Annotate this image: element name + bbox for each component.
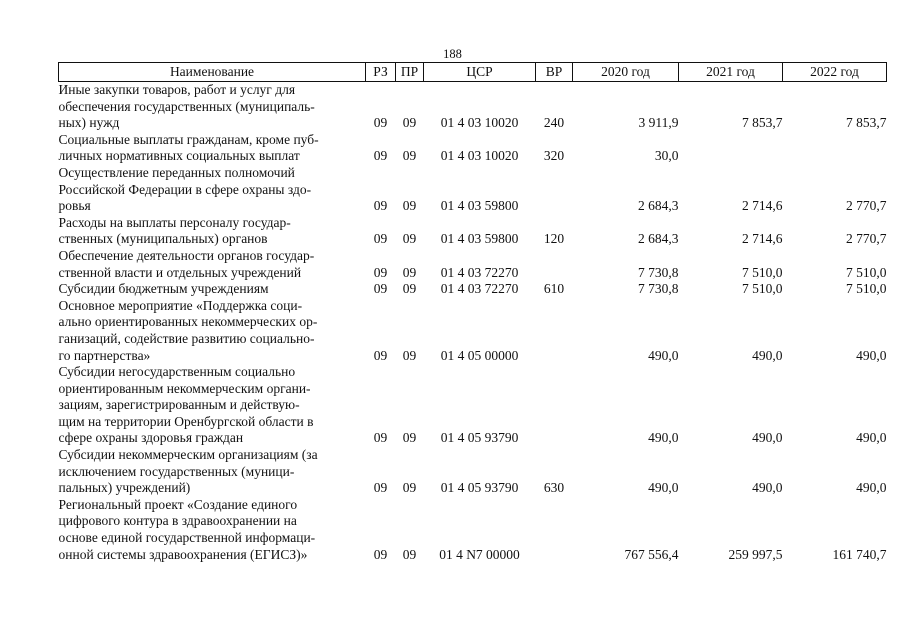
name-line: Субсидии некоммерческим организациям (за [58, 447, 318, 463]
cell-pr: 09 [402, 148, 417, 164]
cell-2020: 2 684,3 [638, 198, 679, 214]
cell-vr [536, 497, 573, 563]
cell-rz: 09 [373, 115, 388, 131]
name-line: ственных (муниципальных) органов [58, 231, 268, 247]
cell-2021: 7 510,0 [742, 264, 783, 280]
cell-pr: 09 [402, 115, 417, 131]
cell-csr: 01 4 03 10020 [440, 115, 519, 131]
cell-name [59, 82, 366, 132]
table-row [59, 364, 887, 447]
cell-csr: 01 4 03 59800 [440, 231, 519, 247]
cell-vr [536, 364, 573, 447]
cell-name [59, 364, 366, 447]
cell-pr: 09 [402, 231, 417, 247]
header-pr: ПР [396, 63, 424, 82]
name-line: Субсидии негосударственным социально [58, 364, 296, 380]
cell-csr: 01 4 N7 00000 [439, 546, 520, 562]
header-csr: ЦСР [424, 63, 536, 82]
name-line: онной системы здравоохранения (ЕГИСЗ)» [58, 546, 308, 562]
cell-2020: 2 684,3 [638, 231, 679, 247]
cell-rz: 09 [373, 347, 388, 363]
name-line: обеспечения государственных (муниципаль- [58, 98, 315, 114]
cell-2022: 7 510,0 [846, 264, 887, 280]
cell-2022: 2 770,7 [846, 231, 887, 247]
cell-2022: 7 853,7 [846, 115, 887, 131]
cell-2020: 30,0 [654, 148, 679, 164]
cell-name [59, 447, 366, 497]
cell-csr: 01 4 05 93790 [440, 430, 519, 446]
cell-2020: 490,0 [648, 480, 679, 496]
table-row [59, 248, 887, 281]
cell-2022: 490,0 [856, 347, 887, 363]
cell-2020: 490,0 [648, 430, 679, 446]
cell-rz: 09 [373, 281, 388, 297]
cell-rz: 09 [373, 546, 388, 562]
name-line: пальных) учреждений) [58, 480, 191, 496]
cell-2021 [679, 132, 783, 165]
cell-name [59, 248, 366, 281]
cell-2021: 2 714,6 [742, 198, 783, 214]
name-line: го партнерства» [58, 347, 151, 363]
name-line: Российской Федерации в сфере охраны здо- [58, 181, 312, 197]
name-line: ориентированным некоммерческим органи- [58, 380, 311, 396]
table-header-row [59, 63, 887, 82]
table-row [59, 165, 887, 215]
name-line: щим на территории Оренбургской области в [58, 413, 314, 429]
cell-2020: 3 911,9 [638, 115, 679, 131]
cell-pr: 09 [402, 347, 417, 363]
cell-vr: 240 [543, 115, 565, 131]
cell-2022: 2 770,7 [846, 198, 887, 214]
cell-2021: 7 853,7 [742, 115, 783, 131]
cell-2022: 490,0 [856, 430, 887, 446]
table-row [59, 281, 887, 298]
name-line: Осуществление переданных полномочий [58, 164, 295, 180]
cell-2021: 2 714,6 [742, 231, 783, 247]
cell-rz: 09 [373, 148, 388, 164]
cell-pr: 09 [402, 198, 417, 214]
table-row [59, 82, 887, 132]
name-line: ровья [58, 198, 91, 214]
cell-pr: 09 [402, 430, 417, 446]
name-line: сфере охраны здоровья граждан [58, 430, 244, 446]
name-line: Основное мероприятие «Поддержка соци- [58, 297, 303, 313]
cell-csr: 01 4 03 10020 [440, 148, 519, 164]
header-2022: 2022 год [783, 63, 887, 82]
cell-vr [536, 248, 573, 281]
table-row [59, 298, 887, 364]
cell-name [59, 497, 366, 563]
budget-table [58, 62, 887, 563]
cell-name [59, 165, 366, 215]
cell-2020: 490,0 [648, 347, 679, 363]
name-line: ганизаций, содействие развитию социально- [58, 330, 315, 346]
name-line: основе единой государственной информаци- [58, 530, 316, 546]
cell-2021: 7 510,0 [742, 281, 783, 297]
cell-csr: 01 4 03 59800 [440, 198, 519, 214]
cell-rz: 09 [373, 198, 388, 214]
cell-rz: 09 [373, 231, 388, 247]
cell-pr: 09 [402, 546, 417, 562]
table-row [59, 132, 887, 165]
cell-name [59, 215, 366, 248]
cell-2022: 7 510,0 [846, 281, 887, 297]
cell-vr: 320 [543, 148, 565, 164]
name-line: Социальные выплаты гражданам, кроме пуб- [58, 131, 319, 147]
header-name: Наименование [59, 63, 366, 82]
cell-csr: 01 4 05 93790 [440, 480, 519, 496]
cell-name [59, 132, 366, 165]
cell-csr: 01 4 03 72270 [440, 264, 519, 280]
cell-2021: 490,0 [752, 430, 783, 446]
cell-vr [536, 165, 573, 215]
cell-2021: 259 997,5 [728, 546, 783, 562]
cell-rz: 09 [373, 264, 388, 280]
name-line: исключением государственных (муници- [58, 463, 295, 479]
cell-vr: 120 [543, 231, 565, 247]
name-line: ственной власти и отдельных учреждений [58, 264, 302, 280]
page-number: 188 [443, 47, 462, 61]
header-rz: РЗ [366, 63, 396, 82]
table-row [59, 497, 887, 563]
cell-2020: 7 730,8 [638, 281, 679, 297]
name-line: Региональный проект «Создание единого [58, 496, 298, 512]
cell-pr: 09 [402, 480, 417, 496]
table-row [59, 215, 887, 248]
name-line: личных нормативных социальных выплат [58, 148, 300, 164]
cell-vr: 630 [543, 480, 565, 496]
name-line: цифрового контура в здравоохранении на [58, 513, 297, 529]
name-line: зациям, зарегистрированным и действую- [58, 397, 300, 413]
name-line: ных) нужд [58, 115, 120, 131]
cell-pr: 09 [402, 281, 417, 297]
cell-pr: 09 [402, 264, 417, 280]
cell-csr: 01 4 05 00000 [440, 347, 519, 363]
cell-vr [536, 298, 573, 364]
header-vr: ВР [536, 63, 573, 82]
cell-csr: 01 4 03 72270 [440, 281, 519, 297]
name-line: Обеспечение деятельности органов государ- [58, 247, 315, 263]
name-line: Иные закупки товаров, работ и услуг для [58, 82, 296, 97]
cell-2022: 161 740,7 [832, 546, 887, 562]
cell-2022: 490,0 [856, 480, 887, 496]
cell-name [59, 281, 366, 298]
cell-2021: 490,0 [752, 480, 783, 496]
table-body [59, 82, 887, 564]
cell-rz: 09 [373, 480, 388, 496]
cell-2020: 7 730,8 [638, 264, 679, 280]
name-line: Расходы на выплаты персоналу государ- [58, 214, 291, 230]
cell-2022 [783, 132, 887, 165]
cell-2021: 490,0 [752, 347, 783, 363]
name-line: ально ориентированных некоммерческих ор- [58, 314, 318, 330]
cell-rz: 09 [373, 430, 388, 446]
table-row [59, 447, 887, 497]
name-line: Субсидии бюджетным учреждениям [58, 281, 269, 297]
cell-2020: 767 556,4 [624, 546, 679, 562]
header-2020: 2020 год [573, 63, 679, 82]
header-2021: 2021 год [679, 63, 783, 82]
cell-vr: 610 [543, 281, 565, 297]
cell-name [59, 298, 366, 364]
